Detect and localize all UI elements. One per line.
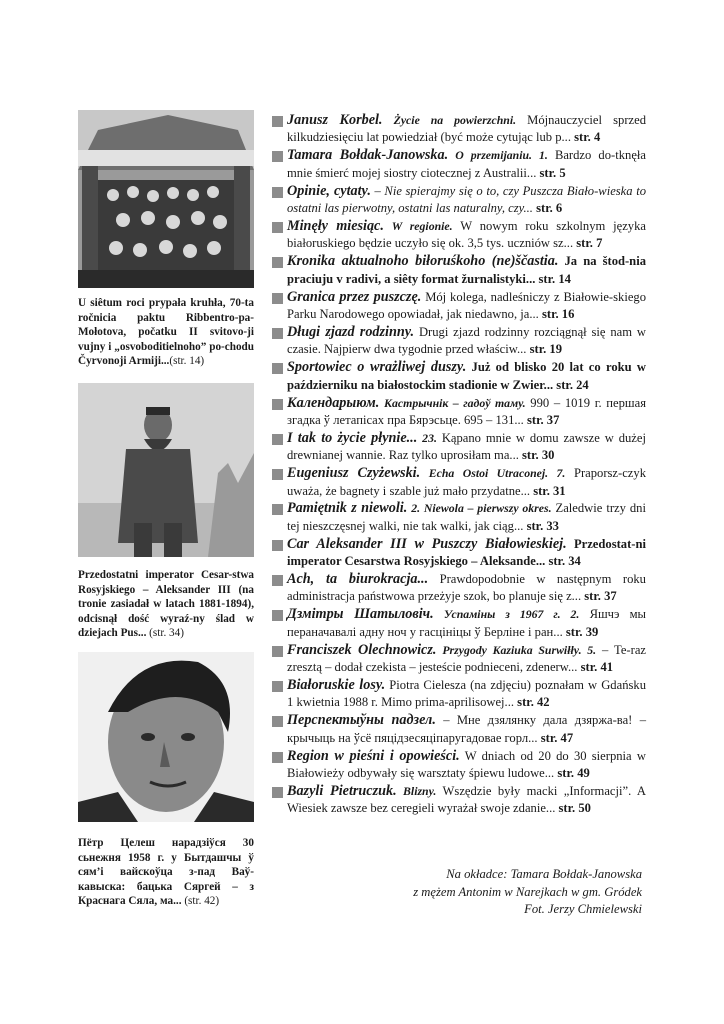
entry-title: Region w pieśni i opowieści. bbox=[287, 747, 460, 764]
photo-crowd-arch bbox=[78, 110, 254, 288]
bullet-square-icon bbox=[272, 610, 283, 621]
entry-text: – Nie spierajmy się o to, czy Puszcza Biało-wieska to ostatni las pierwotny, ostatni las naturalny, czy... bbox=[287, 183, 646, 216]
entry-page: str. 7 bbox=[576, 236, 603, 251]
entry-title: Franciszek Olechnowicz. bbox=[287, 641, 437, 658]
entry-title: Minęły miesiąc. bbox=[287, 217, 384, 234]
entry-title: Ach, ta biurokracja... bbox=[287, 571, 429, 588]
bullet-square-icon bbox=[272, 540, 283, 551]
entry-text: Bardzo do-tknęła mnie śmierć mojej siostry ciotecznej z Australii... bbox=[287, 148, 646, 180]
entry-page: str. 5 bbox=[539, 165, 566, 180]
toc-entry[interactable] bbox=[272, 712, 646, 747]
entry-text: Piotra Cielesza (na zdjęciu) poznałam w Gdańsku 1 kwietnia 1988 r. Mimo prima-aprilisowej... bbox=[287, 678, 646, 710]
entry-subtitle: Blizny. bbox=[403, 783, 437, 798]
entry-title: Opinie, cytaty. bbox=[287, 182, 371, 199]
entry-subtitle: Życie na powierzchni. bbox=[393, 113, 517, 127]
entry-page: str. 37 bbox=[526, 412, 560, 427]
toc-entry[interactable] bbox=[272, 112, 646, 147]
bullet-square-icon bbox=[272, 646, 283, 657]
entry-text: Mój kolega, nadleśniczy z Białowie-skiego Parku Narodowego opowiadał, jak niedawno, ja... bbox=[287, 289, 646, 321]
cover-credit bbox=[413, 866, 642, 919]
entry-page: str. 41 bbox=[580, 660, 614, 675]
entry-title: Sportowiec o wrażliwej duszy. bbox=[287, 359, 467, 376]
bullet-square-icon bbox=[272, 116, 283, 127]
caption-3-ref: (str. 42) bbox=[184, 895, 220, 907]
toc-entry[interactable] bbox=[272, 677, 646, 712]
entry-text: Już od blisko 20 lat co roku w październiku na białostockim stadionie w Zwier... bbox=[287, 360, 646, 392]
entry-title: Календарыюм. bbox=[287, 394, 380, 411]
entry-page: str. 34 bbox=[548, 554, 581, 569]
toc-entry[interactable] bbox=[272, 465, 646, 500]
entry-text: Drugi zjazd rodzinny rozciągnął się nam w czasie. Najpierw dwa tygodnie przed właściw... bbox=[287, 324, 646, 357]
bullet-square-icon bbox=[272, 151, 283, 162]
left-column bbox=[78, 110, 254, 907]
entry-text: Zaledwie trzy dni tej nieszczęsnej walki, nie tak walki, jak ciąg... bbox=[287, 501, 646, 533]
toc-entry[interactable] bbox=[272, 748, 646, 783]
entry-text: W nowym roku szkolnym języka białoruskiego będzie uczyło się ok. 3,5 tys. uczniów sz... bbox=[287, 218, 646, 251]
entry-subtitle: O przemijaniu. 1. bbox=[455, 148, 548, 163]
entry-title: Białoruskie losy. bbox=[287, 677, 386, 693]
bullet-square-icon bbox=[272, 187, 283, 198]
bullet-square-icon bbox=[272, 504, 283, 515]
toc-entry[interactable] bbox=[272, 253, 646, 288]
toc-entry[interactable] bbox=[272, 536, 646, 571]
entry-page: str. 37 bbox=[584, 589, 617, 604]
entry-page: str. 30 bbox=[522, 448, 555, 463]
entry-title: Bazyli Pietruczuk. bbox=[287, 782, 397, 799]
cover-line-1: Na okładce: Tamara Bołdak-Janowska bbox=[446, 867, 642, 881]
entry-subtitle: 23. bbox=[422, 430, 437, 445]
entry-title: Granica przez puszczę. bbox=[287, 288, 422, 305]
caption-1-text: U siêtum roci prypała kruhła, 70-ta ročnicia paktu Ribbentro-pa-Mołotova, počatku II svitovo-ji vujny i „osvoboditielnoho” po-chodu Čyrvonoji Armiji... bbox=[78, 297, 254, 367]
caption-3-text: Пётр Целеш нарадзіўся 30 сьнежня 1958 г. у Бытдашчы ў сям’і вайскоўца з-пад Ваў-кавыска: бацька Сяргей – з Краснага Сяла, ма... bbox=[78, 837, 254, 907]
photo-piotr-cielesz bbox=[78, 652, 254, 822]
entry-text: Kąpano mnie w domu zawsze w dużej drewnianej wannie. Raz tylko uprosiłam ma... bbox=[287, 430, 646, 463]
bullet-square-icon bbox=[272, 752, 283, 763]
toc-entry[interactable] bbox=[272, 642, 646, 677]
bullet-square-icon bbox=[272, 681, 283, 692]
toc-entry[interactable] bbox=[272, 147, 646, 182]
bullet-square-icon bbox=[272, 257, 283, 268]
bullet-square-icon bbox=[272, 363, 283, 374]
toc-entry[interactable] bbox=[272, 359, 646, 394]
toc-entry[interactable] bbox=[272, 218, 646, 253]
entry-title: Pamiętnik z niewoli. bbox=[287, 500, 408, 517]
entry-text: Яшчэ мы пераначавалі адну ноч у гасцініцы ў Берліне і ран... bbox=[287, 607, 646, 639]
entry-page: str. 16 bbox=[541, 306, 575, 321]
entry-page: str. 42 bbox=[517, 695, 550, 710]
entry-title: I tak to życie płynie... bbox=[287, 429, 418, 446]
entry-page: str. 50 bbox=[558, 801, 591, 816]
toc-entry[interactable] bbox=[272, 606, 646, 641]
entry-text: Wszędzie były macki „Informacji”. A Wiesiek zawsze bez ceregieli wyrażał swoje zdanie... bbox=[287, 783, 647, 816]
toc-entry[interactable] bbox=[272, 783, 646, 818]
table-of-contents bbox=[272, 112, 646, 818]
entry-text: Mójnauczyciel sprzed kilkudziesięciu lat powiedział (być może cytując lub p... bbox=[287, 113, 646, 145]
bullet-square-icon bbox=[272, 716, 283, 727]
caption-1-ref: (str. 14) bbox=[169, 355, 205, 367]
toc-entry[interactable] bbox=[272, 430, 646, 465]
bullet-square-icon bbox=[272, 575, 283, 586]
caption-photo-3 bbox=[78, 836, 254, 909]
cover-line-2: z mężem Antonim w Narejkach w gm. Gródek bbox=[413, 884, 642, 899]
bullet-square-icon bbox=[272, 434, 283, 445]
entry-subtitle: W regionie. bbox=[391, 218, 453, 233]
entry-subtitle: Успаміны з 1967 г. 2. bbox=[443, 607, 580, 622]
entry-title: Eugeniusz Czyżewski. bbox=[287, 465, 421, 482]
entry-page: str. 33 bbox=[526, 518, 559, 533]
entry-page: str. 14 bbox=[538, 271, 571, 286]
bullet-square-icon bbox=[272, 787, 283, 798]
toc-entry[interactable] bbox=[272, 500, 646, 535]
entry-page: str. 49 bbox=[557, 766, 590, 781]
entry-subtitle: Кастрычнік – гадоў таму. bbox=[384, 395, 526, 410]
toc-entry[interactable] bbox=[272, 571, 646, 606]
toc-entry[interactable] bbox=[272, 183, 646, 218]
caption-2-ref: (str. 34) bbox=[149, 627, 184, 639]
entry-page: str. 24 bbox=[556, 377, 589, 392]
bullet-square-icon bbox=[272, 293, 283, 304]
entry-page: str. 6 bbox=[536, 201, 563, 216]
caption-photo-2 bbox=[78, 568, 254, 641]
bullet-square-icon bbox=[272, 328, 283, 339]
bullet-square-icon bbox=[272, 469, 283, 480]
caption-2-text: Przedostatni imperator Cesar-stwa Rosyjskiego – Aleksander III (na tronie zasiadał w latach 1881-1894), odcisnął dość wyraź-ny ślad w dziejach Pus... bbox=[78, 569, 254, 639]
entry-text: Prawdopodobnie w następnym roku administracja państwowa przeżyje szok, bo planuje się z... bbox=[287, 572, 646, 604]
entry-title: Дзмітры Шатыловіч. bbox=[287, 606, 434, 623]
entry-title: Janusz Korbel. bbox=[287, 112, 383, 128]
entry-page: str. 19 bbox=[529, 342, 563, 357]
toc-entry[interactable] bbox=[272, 289, 646, 324]
entry-subtitle: Echa Ostoi Utraconej. 7. bbox=[428, 466, 566, 481]
entry-title: Kronika aktualnoho biłoruśkoho (ne)ščastia. bbox=[287, 253, 559, 270]
entry-title: Перспектыўны падзел. bbox=[287, 712, 436, 729]
entry-subtitle: Przygody Kaziuka Surwiłły. 5. bbox=[442, 642, 597, 657]
photo-tsar-alexander bbox=[78, 383, 254, 557]
entry-page: str. 4 bbox=[574, 130, 601, 145]
entry-title: Car Aleksander III w Puszczy Białowieskiej. bbox=[287, 535, 567, 552]
entry-page: str. 31 bbox=[533, 483, 566, 498]
entry-title: Tamara Bołdak-Janowska. bbox=[287, 147, 449, 164]
entry-page: str. 47 bbox=[540, 730, 574, 745]
toc-entry[interactable] bbox=[272, 324, 646, 359]
entry-text: Przedostat-ni imperator Cesarstwa Rosyjskiego – Aleksande... bbox=[287, 536, 646, 569]
entry-page: str. 39 bbox=[565, 624, 599, 639]
caption-photo-1 bbox=[78, 296, 254, 369]
entry-text: – Мне дзялянку дала дзяржа-ва! – крычыць на ўсё пяцідзесяціпаругадовае горл... bbox=[287, 713, 646, 745]
toc-entry[interactable] bbox=[272, 395, 646, 430]
bullet-square-icon bbox=[272, 399, 283, 410]
entry-subtitle: 2. Niewola – pierwszy okres. bbox=[411, 501, 552, 516]
entry-text: 990 – 1019 г. першая згадка ў летапісах пра Бярэсьце. 695 – 131... bbox=[287, 395, 646, 427]
entry-text: Ja na štod-nia praciuju v radivi, a siêty format žurnalistyki... bbox=[287, 254, 646, 286]
entry-text: – Te-raz zresztą – dodał czekista – jesteście podnieceni, zdenerw... bbox=[287, 642, 646, 675]
bullet-square-icon bbox=[272, 222, 283, 233]
entry-title: Długi zjazd rodzinny. bbox=[287, 323, 415, 340]
entry-text: W dniach od 20 do 30 sierpnia w Białowieży odbywały się warsztaty śpiewu ludowe... bbox=[287, 748, 646, 781]
entry-text: Praporsz-czyk uważa, że bagnety i szable już mało przydatne... bbox=[287, 466, 646, 498]
cover-line-3: Fot. Jerzy Chmielewski bbox=[524, 902, 642, 916]
